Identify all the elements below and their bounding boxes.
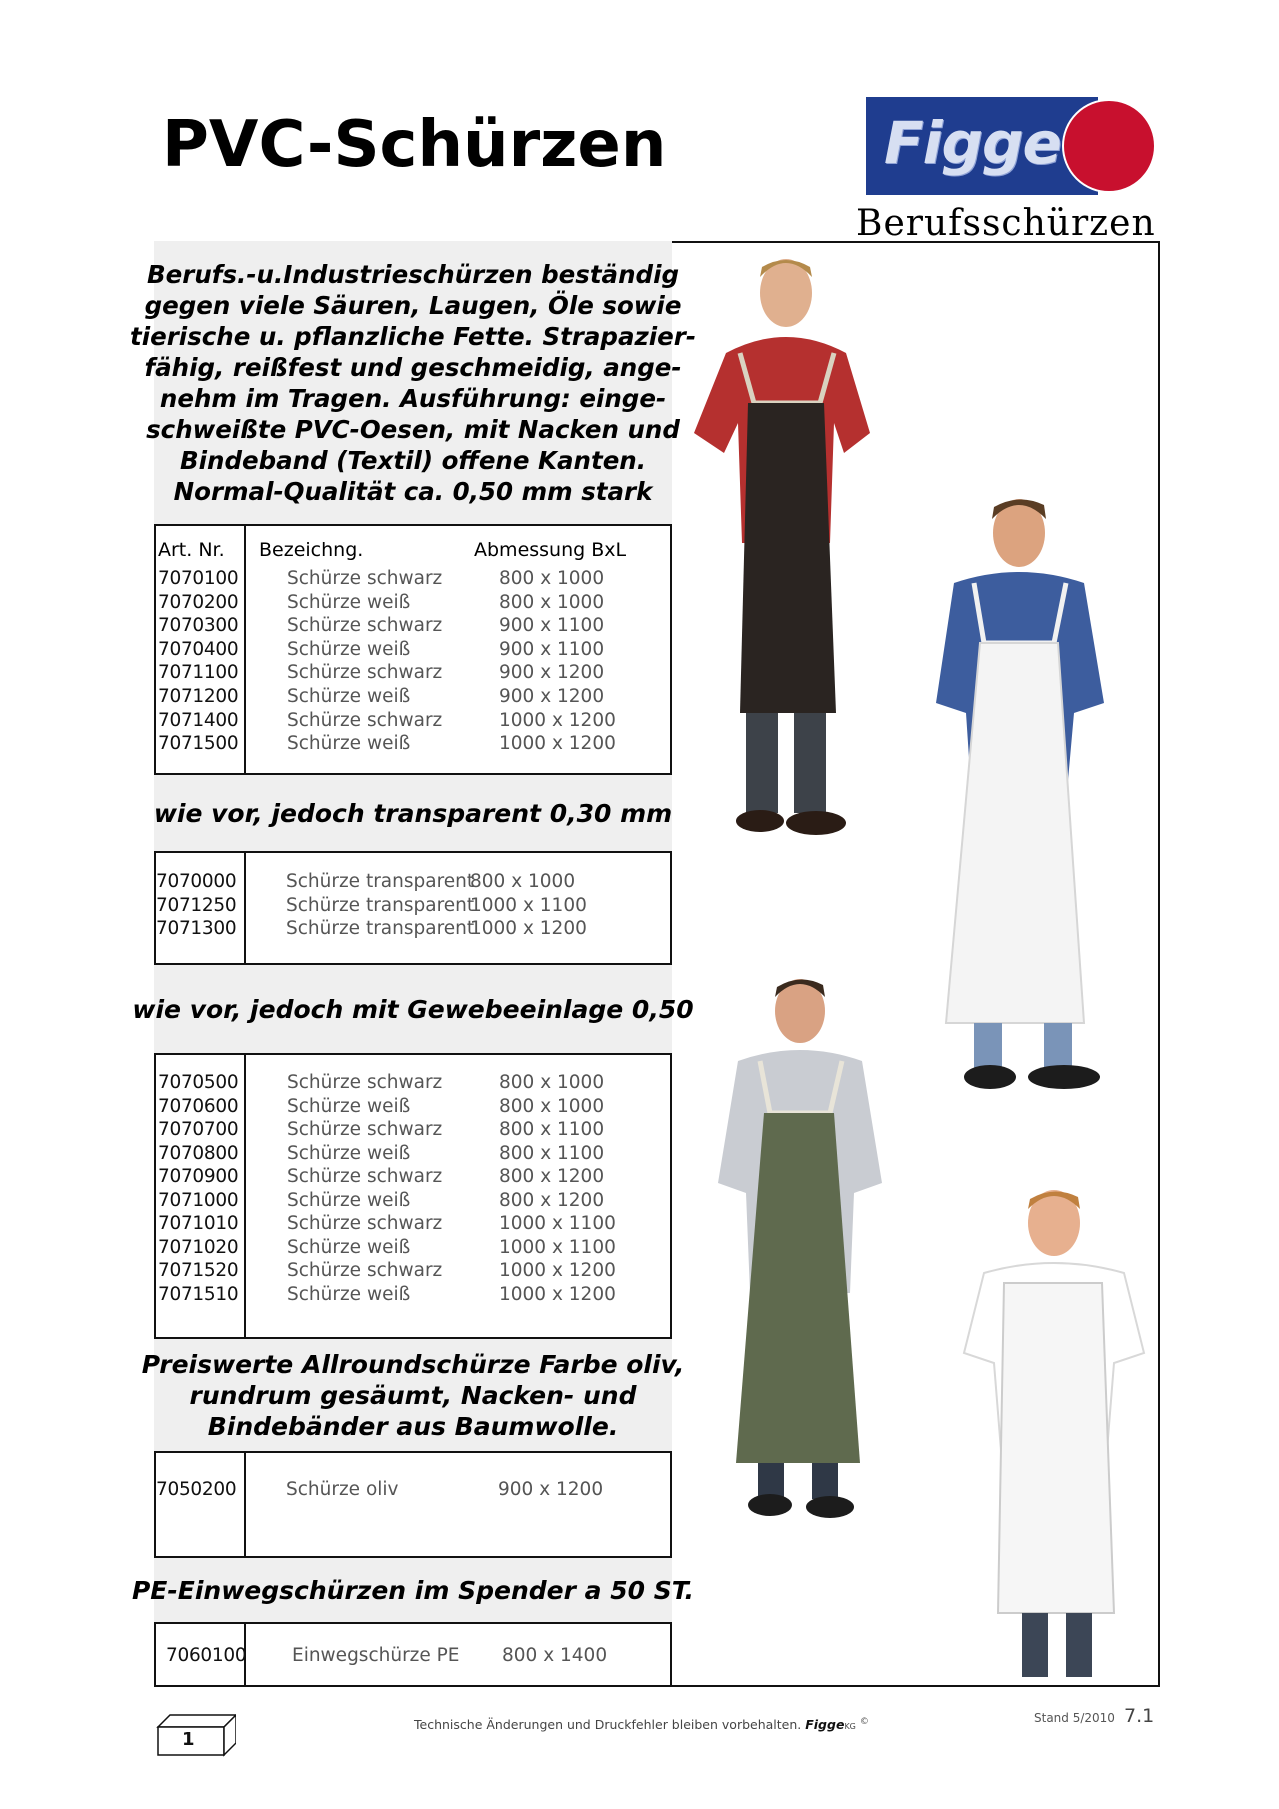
product-size: 1000 x 1200 [499,1260,616,1281]
product-name: Schürze weiß [287,1189,411,1211]
article-number: 7070500 [158,1072,239,1093]
product-size: 1000 x 1100 [499,1213,616,1234]
table-row [154,615,672,638]
product-size: 1000 x 1200 [470,918,587,940]
model-pe-apron-photo [964,1190,1144,1677]
article-number: 7070600 [158,1095,239,1117]
header-abmessung: Abmessung BxL [474,539,627,561]
intro-line: gegen viele Säuren, Laugen, Öle sowie [144,290,682,320]
table-row [154,1096,672,1119]
table-row [154,1166,672,1189]
column-headers [154,539,672,563]
section-heading-oliv [141,1337,685,1453]
table-2-rows [154,871,672,951]
intro-line: fähig, reißfest und geschmeidig, ange- [144,352,682,382]
product-size: 800 x 1200 [499,1189,605,1211]
footer-company-suffix: KG [844,1722,856,1732]
table-row [154,1645,672,1668]
logo-red-circle [1062,99,1156,193]
header-bezeichnung: Bezeichng. [259,539,364,561]
section-line: rundrum gesäumt, Nacken- und [189,1380,637,1410]
section-heading-text: wie vor, jedoch transparent 0,30 mm [153,798,673,828]
table-4-rows [154,1479,672,1509]
article-number: 7060100 [166,1645,247,1666]
table-row [154,1260,672,1283]
section-heading-text: PE-Einwegschürzen im Spender a 50 ST. [131,1575,695,1605]
table-row [154,710,672,733]
product-name: Schürze weiß [287,1142,411,1164]
product-size: 1000 x 1200 [499,1283,616,1305]
table-row [154,918,672,941]
section-heading-pe [131,1556,695,1624]
article-number: 7071400 [158,709,239,731]
section-heading-gewebe [132,963,694,1055]
table-row [154,1237,672,1260]
table-row [154,1284,672,1307]
box-icon [156,1713,236,1757]
product-name: Schürze schwarz [287,662,443,684]
table-row [154,733,672,756]
product-name: Schürze weiß [287,1095,411,1117]
article-number: 7071520 [158,1260,239,1281]
table-row [154,639,672,662]
article-number: 7070000 [156,871,237,892]
table-row [154,592,672,615]
product-size: 800 x 1100 [499,1119,605,1140]
table-row [154,1143,672,1166]
product-size: 800 x 1000 [499,591,605,613]
article-number: 7070900 [158,1166,239,1187]
article-number: 7070800 [158,1142,239,1164]
product-name: Schürze transparent [286,871,475,892]
product-size: 900 x 1200 [499,686,605,707]
article-number: 7071250 [156,894,237,916]
product-size: 800 x 1000 [499,1072,605,1093]
article-number: 7050200 [156,1479,237,1500]
intro-line: Normal-Qualität ca. 0,50 mm stark [173,476,653,506]
article-number: 7071200 [158,686,239,707]
product-size: 1000 x 1200 [499,709,616,731]
article-number: 7071500 [158,733,239,755]
product-size: 800 x 1000 [470,871,576,892]
product-name: Einwegschürze PE [292,1645,460,1666]
article-number: 7071100 [158,662,239,684]
page-number: 7.1 [1124,1705,1155,1727]
product-name: Schürze schwarz [287,615,443,637]
product-name: Schürze transparent [286,918,475,940]
product-name: Schürze weiß [287,591,411,613]
product-name: Schürze schwarz [287,709,443,731]
article-number: 7071020 [158,1236,239,1258]
figge-logo [866,97,1150,195]
intro-line: Bindeband (Textil) offene Kanten. [179,445,647,475]
intro-line: nehm im Tragen. Ausführung: einge- [159,383,667,413]
product-name: Schürze schwarz [287,1166,443,1187]
product-name: Schürze weiß [287,686,411,707]
product-name: Schürze schwarz [287,1260,443,1281]
article-number: 7070100 [158,568,239,589]
article-number: 7070700 [158,1119,239,1140]
model-olive-apron-photo [718,979,882,1518]
table-row [154,1213,672,1236]
product-size: 800 x 1000 [499,568,605,589]
logo-wordmark: Figge [884,109,1061,177]
product-name: Schürze oliv [286,1479,399,1500]
table-row [154,1479,672,1502]
model-white-apron-photo [936,499,1104,1089]
table-row [154,1119,672,1142]
footer-company: Figge [805,1717,845,1733]
intro-line: tierische u. pflanzliche Fette. Strapazier- [129,321,697,351]
table-5-rows [154,1645,672,1675]
stand-date: Stand 5/2010 [1034,1711,1115,1725]
apron-photos [674,243,1158,1685]
product-size: 900 x 1200 [498,1479,604,1500]
page-title: PVC-Schürzen [162,108,667,182]
product-size: 800 x 1000 [499,1095,605,1117]
product-size: 800 x 1200 [499,1166,605,1187]
table-row [154,568,672,591]
product-name: Schürze transparent [286,894,475,916]
product-name: Schürze schwarz [287,1072,443,1093]
table-row [154,686,672,709]
product-name: Schürze weiß [287,638,411,660]
article-number: 7071510 [158,1283,239,1305]
section-heading-transparent [154,773,672,853]
product-name: Schürze weiß [287,733,411,755]
box-number: 1 [182,1729,195,1750]
footer-disclaimer [414,1717,869,1732]
product-size: 900 x 1100 [499,615,605,637]
copyright-mark: © [859,1717,869,1727]
product-name: Schürze schwarz [287,568,443,589]
product-size: 900 x 1200 [499,662,605,684]
product-size: 900 x 1100 [499,638,605,660]
intro-line: Berufs.-u.Industrieschürzen beständig [146,259,680,289]
article-number: 7071000 [158,1189,239,1211]
product-name: Schürze weiß [287,1283,411,1305]
product-size: 1000 x 1100 [499,1236,616,1258]
product-size: 1000 x 1100 [470,894,587,916]
model-black-apron-photo [694,259,870,835]
article-number: 7071010 [158,1213,239,1234]
table-row [154,1072,672,1095]
intro-description [129,241,697,526]
page-box-icon [156,1713,236,1757]
article-number: 7070200 [158,591,239,613]
product-name: Schürze weiß [287,1236,411,1258]
table-1-rows [154,568,672,758]
section-line: Bindebänder aus Baumwolle. [207,1411,619,1441]
disclaimer-text: Technische Änderungen und Druckfehler bleiben vorbehalten. [414,1717,802,1733]
product-name: Schürze schwarz [287,1213,443,1234]
table-row [154,895,672,918]
header-art-nr: Art. Nr. [158,539,225,561]
product-name: Schürze schwarz [287,1119,443,1140]
table-row [154,871,672,894]
article-number: 7070300 [158,615,239,637]
article-number: 7070400 [158,638,239,660]
section-line: Preiswerte Allroundschürze Farbe oliv, [141,1349,685,1379]
intro-line: schweißte PVC-Oesen, mit Nacken und [146,414,680,444]
product-size: 1000 x 1200 [499,733,616,755]
product-size: 800 x 1400 [502,1645,608,1666]
product-size: 800 x 1100 [499,1142,605,1164]
table-row [154,662,672,685]
table-row [154,1190,672,1213]
brand-subtitle: Berufsschürzen [856,203,1156,244]
section-heading-text: wie vor, jedoch mit Gewebeeinlage 0,50 [132,994,694,1024]
article-number: 7071300 [156,918,237,940]
table-3-rows [154,1072,672,1312]
